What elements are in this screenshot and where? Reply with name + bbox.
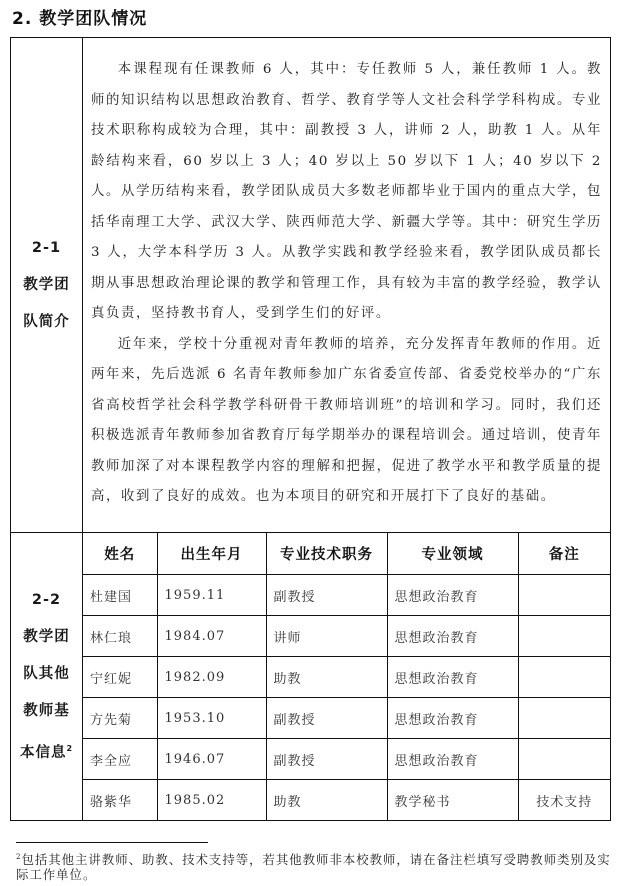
member-birth: 1984.07 <box>157 616 266 657</box>
member-field: 教学秘书 <box>387 780 518 821</box>
members-label-line: 教学团 <box>23 628 70 645</box>
member-name: 李全应 <box>83 739 157 780</box>
member-row <box>83 575 610 616</box>
member-field: 思想政治教育 <box>387 657 518 698</box>
team-table <box>10 37 611 821</box>
intro-row <box>11 38 611 533</box>
footnote-mark[interactable]: 2 <box>66 743 74 753</box>
intro-label <box>11 38 83 533</box>
footnote-text: 包括其他主讲教师、助教、技术支持等，若其他教师非本校教师，请在备注栏填写受聘教师类别及实际工作单位。 <box>16 852 611 882</box>
intro-label-line: 教学团 <box>23 276 70 293</box>
member-remark <box>518 698 610 739</box>
member-remark <box>518 657 610 698</box>
member-birth: 1959.11 <box>157 575 266 616</box>
header-title: 专业技术职务 <box>266 533 387 575</box>
intro-label-line: 队简介 <box>23 313 70 330</box>
intro-label-line: 2-1 <box>31 239 62 256</box>
member-row <box>83 698 610 739</box>
members-label-line: 2-2 <box>31 591 62 608</box>
member-name: 骆紫华 <box>83 780 157 821</box>
member-title: 助教 <box>266 780 387 821</box>
member-name: 林仁琅 <box>83 616 157 657</box>
member-name: 方先菊 <box>83 698 157 739</box>
header-birth: 出生年月 <box>157 533 266 575</box>
member-birth: 1982.09 <box>157 657 266 698</box>
member-row <box>83 616 610 657</box>
member-title: 副教授 <box>266 698 387 739</box>
members-label-line: 队其他 <box>23 665 70 682</box>
member-field: 思想政治教育 <box>387 739 518 780</box>
intro-paragraph: 近年来，学校十分重视对青年教师的培养，充分发挥青年教师的作用。近两年来，先后选派 6 名青年教师参加广东省委宣传部、省委党校举办的“广东省高校哲学社会科学教学科研骨干教师培训班”的培训和学习。同时，我们还积极选派青年教师参加省教育厅每学期举办的课程培训会。通过培训，使青年教师加深了对本课程教学内容的理解和把握，促进了教学水平和教学质量的提高，收到了良好的成效。也为本项目的研究和开展打下了良好的基础。 <box>91 336 602 505</box>
member-row <box>83 739 610 780</box>
member-remark <box>518 739 610 780</box>
intro-paragraph: 本课程现有任课教师 6 人，其中：专任教师 5 人，兼任教师 1 人。教师的知识结构以思想政治教育、哲学、教育学等人文社会科学学科构成。专业技术职称构成较为合理，其中：副教授 3 人，讲师 2 人，助教 1 人。从年龄结构来看，60 岁以上 3 人；40 岁以上 50 岁以下 1 人；40 岁以下 2 人。从学历结构来看，教学团队成员大多数老师都毕业于国内的重点大学，包括华南理工大学、武汉大学、陕西师范大学、新疆大学等。其中：研究生学历 3 人，大学本科学历 3 人。从教学实践和教学经验来看，教学团队成员都长期从事思想政治理论课的教学和管理工作，具有较为丰富的教学经验，教学认真负责，坚持教书育人，受到学生们的好评。 <box>91 62 602 322</box>
member-field: 思想政治教育 <box>387 616 518 657</box>
member-field: 思想政治教育 <box>387 575 518 616</box>
header-remark: 备注 <box>518 533 610 575</box>
member-title: 助教 <box>266 657 387 698</box>
members-row <box>11 533 611 821</box>
members-table <box>83 533 610 820</box>
member-birth: 1946.07 <box>157 739 266 780</box>
members-header-row <box>83 533 610 575</box>
member-title: 副教授 <box>266 575 387 616</box>
member-row <box>83 780 610 821</box>
members-label-line: 本信息$^2$ <box>19 743 74 761</box>
member-remark <box>518 616 610 657</box>
members-label <box>11 533 83 821</box>
members-label-line: 教师基 <box>23 702 70 719</box>
footnote-separator <box>16 842 208 843</box>
member-remark: 技术支持 <box>518 780 610 821</box>
members-table-cell <box>83 533 611 821</box>
header-name: 姓名 <box>83 533 157 575</box>
member-name: 杜建国 <box>83 575 157 616</box>
member-birth: 1985.02 <box>157 780 266 821</box>
footnote <box>16 850 616 882</box>
section-title: 2. 教学团队情况 <box>12 9 148 29</box>
member-remark <box>518 575 610 616</box>
member-name: 宁红妮 <box>83 657 157 698</box>
member-title: 讲师 <box>266 616 387 657</box>
footnote-number: 2 <box>16 853 22 861</box>
member-birth: 1953.10 <box>157 698 266 739</box>
header-field: 专业领域 <box>387 533 518 575</box>
member-field: 思想政治教育 <box>387 698 518 739</box>
member-row <box>83 657 610 698</box>
intro-text <box>83 38 611 533</box>
member-title: 副教授 <box>266 739 387 780</box>
